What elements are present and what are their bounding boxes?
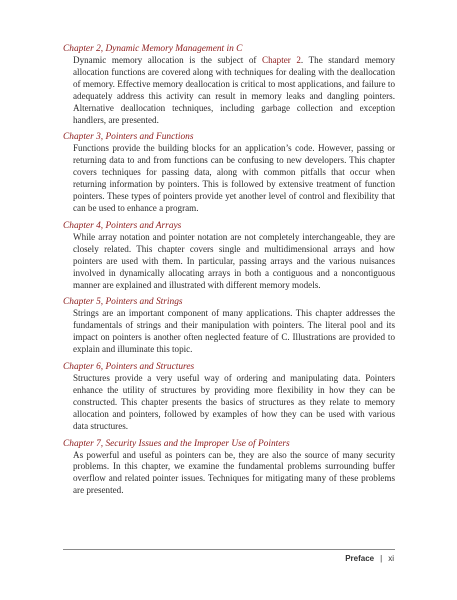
chapter-description: While array notation and pointer notation are not completely interchangeable, they are closely related. This chapter covers single and multidimensional arrays and how pointers are used with them. In particular, passing arrays and the various nuisances involved in dynamically allocating arrays in both a contiguous and a noncontiguous manner are explained and illustrated with different memory models. bbox=[73, 231, 395, 290]
chapter-heading: Chapter 3, Pointers and Functions bbox=[63, 132, 194, 143]
chapter-heading: Chapter 5, Pointers and Strings bbox=[63, 297, 183, 308]
chapter-heading: Chapter 7, Security Issues and the Improper Use of Pointers bbox=[63, 438, 290, 449]
chapter-description: As powerful and useful as pointers can be, they are also the source of many security problems. In this chapter, we examine the fundamental problems surrounding buffer overflow and related pointer issues. Techniques for mitigating many of these problems are presented. bbox=[73, 449, 395, 496]
description-text: Dynamic memory allocation is the subject of bbox=[73, 55, 263, 65]
running-footer-title: Preface bbox=[345, 554, 375, 563]
footer-divider bbox=[63, 549, 395, 550]
chapter-section-5 bbox=[63, 296, 395, 356]
chapter-section-4 bbox=[63, 220, 395, 292]
chapter-description: Functions provide the building blocks for an application’s code. However, passing or returning data to and from functions can be confusing to new developers. This chapter covers techniques for passing data, along with common pitfalls that occur when returning information by pointers. This is followed by extensive treatment of function pointers. These types of pointers provide yet another level of control and flexibility that can be used to enhance a program. bbox=[73, 143, 395, 213]
chapter-heading: Chapter 2, Dynamic Memory Management in C bbox=[63, 44, 243, 54]
chapter-section-6 bbox=[63, 361, 395, 433]
page-footer bbox=[345, 554, 394, 563]
chapter-section-7 bbox=[63, 438, 395, 498]
footer-separator: | bbox=[380, 554, 383, 563]
chapter-description: Strings are an important component of many applications. This chapter addresses the fundamentals of strings and their manipulation with pointers. The literal pool and its impact on pointers is another often neglected feature of C. Illustrations are provided to explain and illuminate this topic. bbox=[73, 308, 395, 355]
chapter-description: Structures provide a very useful way of ordering and manipulating data. Pointers enhance the utility of structures by providing more flexibility in how they can be constructed. This chapter presents the basics of structures as they relate to memory allocation and pointers, followed by examples of how they can be used with various data structures. bbox=[73, 373, 395, 431]
chapter-section-3 bbox=[63, 131, 395, 214]
chapter-section-2 bbox=[63, 43, 395, 126]
page-number: xi bbox=[388, 554, 394, 563]
chapter-heading: Chapter 4, Pointers and Arrays bbox=[63, 220, 182, 231]
description-text: . The standard memory allocation functions are covered along with techniques for dealing with the deallocation of memory. Effective memory deallocation is critical to most applications, and failure to adequately address this activity can result in memory leaks and dangling pointers. Alternative deallocation techniques, including garbage collection and exception handlers, are presented. bbox=[73, 55, 395, 125]
chapter-cross-reference-link[interactable]: Chapter 2 bbox=[262, 55, 301, 65]
page-content bbox=[63, 43, 395, 502]
chapter-description bbox=[73, 55, 395, 126]
chapter-heading: Chapter 6, Pointers and Structures bbox=[63, 362, 195, 373]
